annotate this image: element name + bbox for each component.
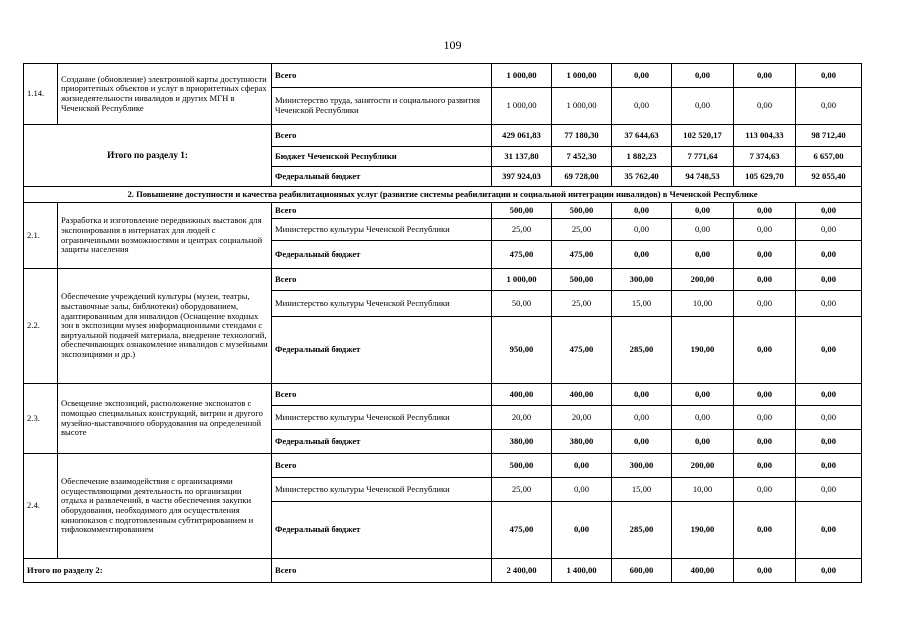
value-cell: 2 400,00 xyxy=(492,559,552,583)
value-cell: 285,00 xyxy=(612,502,672,559)
value-cell: 105 629,70 xyxy=(734,167,796,187)
value-cell: 1 000,00 xyxy=(492,88,552,125)
value-cell: 0,00 xyxy=(672,64,734,88)
value-cell: 0,00 xyxy=(734,64,796,88)
value-cell: 7 374,63 xyxy=(734,147,796,167)
value-cell: 0,00 xyxy=(734,88,796,125)
value-cell: 0,00 xyxy=(672,430,734,454)
value-cell: 397 924,03 xyxy=(492,167,552,187)
funding-source: Министерство культуры Чеченской Республики xyxy=(272,219,492,241)
value-cell: 92 055,40 xyxy=(796,167,862,187)
value-cell: 0,00 xyxy=(672,384,734,406)
value-cell: 400,00 xyxy=(492,384,552,406)
value-cell: 0,00 xyxy=(612,406,672,430)
value-cell: 77 180,30 xyxy=(552,125,612,147)
item-description: Разработка и изготовление передвижных выставок для экспонирования в интернатах для людей с ограниченными возможностями и центрах социальной защиты населения xyxy=(58,203,272,269)
value-cell: 0,00 xyxy=(796,559,862,583)
value-cell: 0,00 xyxy=(734,430,796,454)
value-cell: 94 748,53 xyxy=(672,167,734,187)
funding-source: Министерство культуры Чеченской Республики xyxy=(272,478,492,502)
total-row xyxy=(24,559,862,583)
value-cell: 475,00 xyxy=(492,241,552,269)
value-cell: 500,00 xyxy=(492,454,552,478)
value-cell: 1 882,23 xyxy=(612,147,672,167)
value-cell: 285,00 xyxy=(612,317,672,384)
value-cell: 0,00 xyxy=(796,502,862,559)
value-cell: 102 520,17 xyxy=(672,125,734,147)
funding-source: Бюджет Чеченской Республики xyxy=(272,147,492,167)
value-cell: 1 000,00 xyxy=(492,64,552,88)
funding-source: Всего xyxy=(272,269,492,291)
value-cell: 0,00 xyxy=(672,406,734,430)
value-cell: 0,00 xyxy=(796,241,862,269)
section-2-heading: 2. Повышение доступности и качества реабилитационных услуг (развитие системы реабилитации и социальной интеграции инвалидов) в Чеченской Республике xyxy=(24,187,862,203)
value-cell: 10,00 xyxy=(672,291,734,317)
value-cell: 600,00 xyxy=(612,559,672,583)
value-cell: 0,00 xyxy=(796,454,862,478)
table-row xyxy=(24,203,862,219)
value-cell: 500,00 xyxy=(552,203,612,219)
funding-source: Федеральный бюджет xyxy=(272,502,492,559)
funding-source: Федеральный бюджет xyxy=(272,241,492,269)
value-cell: 0,00 xyxy=(672,219,734,241)
value-cell: 25,00 xyxy=(552,219,612,241)
value-cell: 113 004,33 xyxy=(734,125,796,147)
item-description: Создание (обновление) электронной карты доступности приоритетных объектов и услуг в приоритетных сферах жизнедеятельности инвалидов и других МГН в Чеченской Республике xyxy=(58,64,272,125)
value-cell: 475,00 xyxy=(492,502,552,559)
value-cell: 0,00 xyxy=(796,317,862,384)
value-cell: 200,00 xyxy=(672,454,734,478)
item-index: 2.4. xyxy=(24,454,58,559)
value-cell: 475,00 xyxy=(552,317,612,384)
value-cell: 0,00 xyxy=(734,219,796,241)
funding-source: Федеральный бюджет xyxy=(272,167,492,187)
value-cell: 300,00 xyxy=(612,454,672,478)
value-cell: 15,00 xyxy=(612,478,672,502)
funding-source: Всего xyxy=(272,454,492,478)
value-cell: 950,00 xyxy=(492,317,552,384)
value-cell: 69 728,00 xyxy=(552,167,612,187)
value-cell: 0,00 xyxy=(734,384,796,406)
value-cell: 0,00 xyxy=(612,203,672,219)
value-cell: 7 771,64 xyxy=(672,147,734,167)
table-row xyxy=(24,269,862,291)
value-cell: 0,00 xyxy=(734,241,796,269)
total-row xyxy=(24,125,862,147)
item-description: Освещение экспозиций, расположение экспонатов с помощью специальных конструкций, витрин и другого музейно-выставочного оборудования на определенной высоте xyxy=(58,384,272,454)
value-cell: 31 137,80 xyxy=(492,147,552,167)
value-cell: 0,00 xyxy=(734,269,796,291)
value-cell: 6 657,00 xyxy=(796,147,862,167)
value-cell: 0,00 xyxy=(796,291,862,317)
value-cell: 0,00 xyxy=(552,502,612,559)
value-cell: 25,00 xyxy=(492,478,552,502)
value-cell: 0,00 xyxy=(612,430,672,454)
item-description: Обеспечение взаимодействия с организациями осуществляющими деятельность по организации отдыха и развлечений, в части обеспечения закупки оборудования, необходимого для осуществления кинопоказов с подготовленным субтитрированием и тифлокомментированием xyxy=(58,454,272,559)
page-number: 109 xyxy=(443,38,462,52)
value-cell: 0,00 xyxy=(612,64,672,88)
value-cell: 50,00 xyxy=(492,291,552,317)
value-cell: 37 644,63 xyxy=(612,125,672,147)
value-cell: 7 452,30 xyxy=(552,147,612,167)
funding-source: Министерство культуры Чеченской Республики xyxy=(272,406,492,430)
value-cell: 380,00 xyxy=(492,430,552,454)
value-cell: 0,00 xyxy=(552,478,612,502)
value-cell: 0,00 xyxy=(796,430,862,454)
value-cell: 0,00 xyxy=(612,241,672,269)
value-cell: 475,00 xyxy=(552,241,612,269)
value-cell: 500,00 xyxy=(552,269,612,291)
value-cell: 0,00 xyxy=(734,559,796,583)
table-row xyxy=(24,64,862,88)
funding-source: Всего xyxy=(272,203,492,219)
item-description: Обеспечение учреждений культуры (музеи, театры, выставочные залы, библиотеки) оборудованием, адаптированным для инвалидов (Оснащение входных зон в экспозиции музея информационными стендами с виртуальной подачей материала, внедрение технологий, обеспечивающих ознакомление инвалидов с музейными экспозициями и др.) xyxy=(58,269,272,384)
value-cell: 0,00 xyxy=(672,88,734,125)
value-cell: 20,00 xyxy=(492,406,552,430)
value-cell: 0,00 xyxy=(734,502,796,559)
value-cell: 0,00 xyxy=(672,203,734,219)
value-cell: 15,00 xyxy=(612,291,672,317)
value-cell: 0,00 xyxy=(796,269,862,291)
value-cell: 25,00 xyxy=(552,291,612,317)
funding-source: Всего xyxy=(272,64,492,88)
section-2-total-label: Итого по разделу 2: xyxy=(24,559,272,583)
funding-source: Министерство труда, занятости и социального развития Чеченской Республики xyxy=(272,88,492,125)
value-cell: 0,00 xyxy=(734,291,796,317)
value-cell: 0,00 xyxy=(734,203,796,219)
value-cell: 1 000,00 xyxy=(492,269,552,291)
value-cell: 0,00 xyxy=(796,406,862,430)
value-cell: 20,00 xyxy=(552,406,612,430)
item-index: 2.2. xyxy=(24,269,58,384)
value-cell: 0,00 xyxy=(552,454,612,478)
funding-source: Федеральный бюджет xyxy=(272,430,492,454)
value-cell: 0,00 xyxy=(612,88,672,125)
value-cell: 400,00 xyxy=(672,559,734,583)
value-cell: 0,00 xyxy=(612,219,672,241)
funding-source: Федеральный бюджет xyxy=(272,317,492,384)
item-index: 2.3. xyxy=(24,384,58,454)
table-row xyxy=(24,454,862,478)
value-cell: 400,00 xyxy=(552,384,612,406)
value-cell: 380,00 xyxy=(552,430,612,454)
value-cell: 1 000,00 xyxy=(552,88,612,125)
value-cell: 0,00 xyxy=(796,88,862,125)
item-index: 1.14. xyxy=(24,64,58,125)
value-cell: 1 000,00 xyxy=(552,64,612,88)
value-cell: 0,00 xyxy=(734,454,796,478)
table-body xyxy=(24,64,862,583)
value-cell: 0,00 xyxy=(796,219,862,241)
value-cell: 0,00 xyxy=(734,478,796,502)
value-cell: 300,00 xyxy=(612,269,672,291)
section-heading-row xyxy=(24,187,862,203)
funding-source: Всего xyxy=(272,559,492,583)
table-row xyxy=(24,384,862,406)
funding-source: Министерство культуры Чеченской Республики xyxy=(272,291,492,317)
funding-source: Всего xyxy=(272,125,492,147)
value-cell: 0,00 xyxy=(796,64,862,88)
value-cell: 190,00 xyxy=(672,317,734,384)
value-cell: 25,00 xyxy=(492,219,552,241)
value-cell: 98 712,40 xyxy=(796,125,862,147)
item-index: 2.1. xyxy=(24,203,58,269)
value-cell: 35 762,40 xyxy=(612,167,672,187)
value-cell: 200,00 xyxy=(672,269,734,291)
value-cell: 190,00 xyxy=(672,502,734,559)
value-cell: 0,00 xyxy=(612,384,672,406)
value-cell: 429 061,83 xyxy=(492,125,552,147)
section-1-total-label: Итого по разделу 1: xyxy=(24,125,272,187)
value-cell: 500,00 xyxy=(492,203,552,219)
funding-source: Всего xyxy=(272,384,492,406)
value-cell: 0,00 xyxy=(796,478,862,502)
value-cell: 0,00 xyxy=(672,241,734,269)
value-cell: 0,00 xyxy=(796,384,862,406)
value-cell: 10,00 xyxy=(672,478,734,502)
value-cell: 0,00 xyxy=(734,406,796,430)
value-cell: 0,00 xyxy=(796,203,862,219)
budget-table xyxy=(23,63,862,583)
value-cell: 0,00 xyxy=(734,317,796,384)
value-cell: 1 400,00 xyxy=(552,559,612,583)
